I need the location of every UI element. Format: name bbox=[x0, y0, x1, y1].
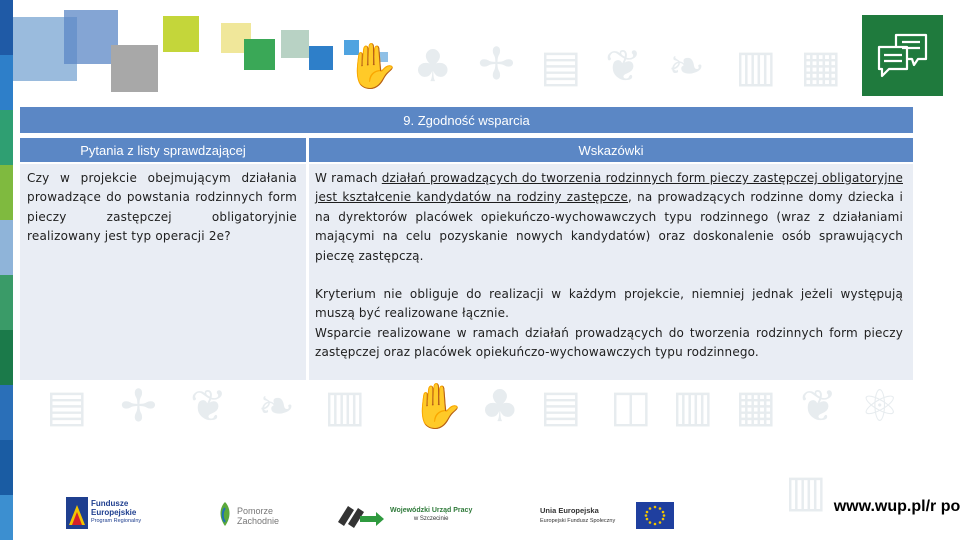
table-title: 9. Zgodność wsparcia bbox=[20, 107, 913, 133]
hint-text-part: , na prowadzących rodzinne domy dziecka i na dyrektorów placówek opiekuńczo-wychowawczych typu rodzinnego (wraz z działaniami mającymi na celu pozyskanie nowych kandydatów) oraz doskonalenie osób sprawujących pieczę zastępczą. bbox=[315, 190, 903, 263]
deco-square bbox=[64, 10, 118, 64]
unia-europejska-logo bbox=[540, 502, 675, 532]
book-icon: ▤ bbox=[540, 41, 582, 92]
chart-icon: ▦ bbox=[735, 381, 777, 432]
deco-square bbox=[309, 46, 333, 70]
wind-turbine-icon: ✢ bbox=[478, 39, 515, 90]
hint-paragraph-1 bbox=[315, 169, 903, 266]
logo1-line2: Europejskie bbox=[91, 508, 137, 517]
leaf-icon: ❧ bbox=[668, 41, 705, 92]
logo3-line1: Wojewódzki Urząd Pracy bbox=[390, 507, 473, 514]
website-link[interactable]: www.wup.pl/r po bbox=[833, 497, 960, 540]
leaf-icon: ❦ bbox=[605, 41, 642, 92]
book-icon: ▤ bbox=[46, 381, 88, 432]
train-icon: ▥ bbox=[324, 381, 366, 432]
hint-paragraph-3: Wsparcie realizowane w ramach działań prowadzących do tworzenia rodzinnych form pieczy zastępczej oraz placówek opiekuńczo-wychowawczych typu rodzinnego. bbox=[315, 325, 903, 360]
pomorze-zachodnie-logo bbox=[215, 500, 285, 530]
logo4-line2: Europejski Fundusz Społeczny bbox=[540, 518, 616, 524]
tree-icon: ♣ bbox=[413, 41, 453, 92]
hint-text bbox=[315, 169, 903, 363]
tree-icon: ♣ bbox=[480, 381, 520, 432]
deco-square bbox=[244, 39, 275, 70]
chart-icon: ▦ bbox=[800, 41, 842, 92]
leaf-icon: ❦ bbox=[800, 381, 837, 432]
logo4-line1: Unia Europejska bbox=[540, 506, 599, 515]
column-header-questions: Pytania z listy sprawdzającej bbox=[20, 138, 306, 162]
hint-paragraph-2: Kryterium nie obliguje do realizacji w każdym projekcie, niemniej jednak jeżeli występują muszą być realizowane łącznie. bbox=[315, 287, 903, 321]
fundusze-europejskie-logo bbox=[66, 497, 156, 531]
atom-icon: ⚛ bbox=[860, 381, 900, 432]
leaf-icon: ❧ bbox=[258, 381, 295, 432]
fence-icon: ▥ bbox=[785, 466, 827, 517]
logo1-line3: Program Regionalny bbox=[91, 518, 142, 524]
wind-turbine-icon: ✢ bbox=[120, 381, 157, 432]
train-icon: ▥ bbox=[735, 41, 777, 92]
logo3-line2: w Szczecinie bbox=[413, 516, 449, 522]
column-header-hints: Wskazówki bbox=[309, 138, 913, 162]
logo2-line1: Pomorze bbox=[237, 506, 274, 516]
logo2-line2: Zachodnie bbox=[237, 516, 280, 526]
hint-underlined-text: działań prowadzących do tworzenia rodzinnych form pieczy zastępczej obligatoryjne jest kształcenie kandydatów na rodziny zastępcze bbox=[315, 171, 903, 205]
deco-square bbox=[111, 45, 158, 92]
leaf-icon: ❦ bbox=[190, 381, 227, 432]
hint-text-part: W ramach bbox=[315, 171, 382, 185]
briefcase-icon: ◫ bbox=[610, 381, 652, 432]
deco-square bbox=[163, 16, 199, 52]
deco-square bbox=[281, 30, 309, 58]
book-icon: ▤ bbox=[540, 381, 582, 432]
chat-bubbles-icon bbox=[862, 15, 943, 96]
logo1-line1: Fundusze bbox=[91, 499, 129, 508]
hand-icon: ✋ bbox=[345, 41, 400, 92]
wup-szczecin-logo bbox=[336, 502, 486, 530]
question-text: Czy w projekcie obejmującym działania prowadzące do powstania rodzinnych form pieczy zastępczej obligatoryjnie realizowany jest typ operacji 2e? bbox=[27, 171, 297, 244]
train-icon: ▥ bbox=[672, 381, 714, 432]
hand-icon: ✋ bbox=[410, 381, 465, 432]
left-color-strip bbox=[0, 0, 13, 540]
